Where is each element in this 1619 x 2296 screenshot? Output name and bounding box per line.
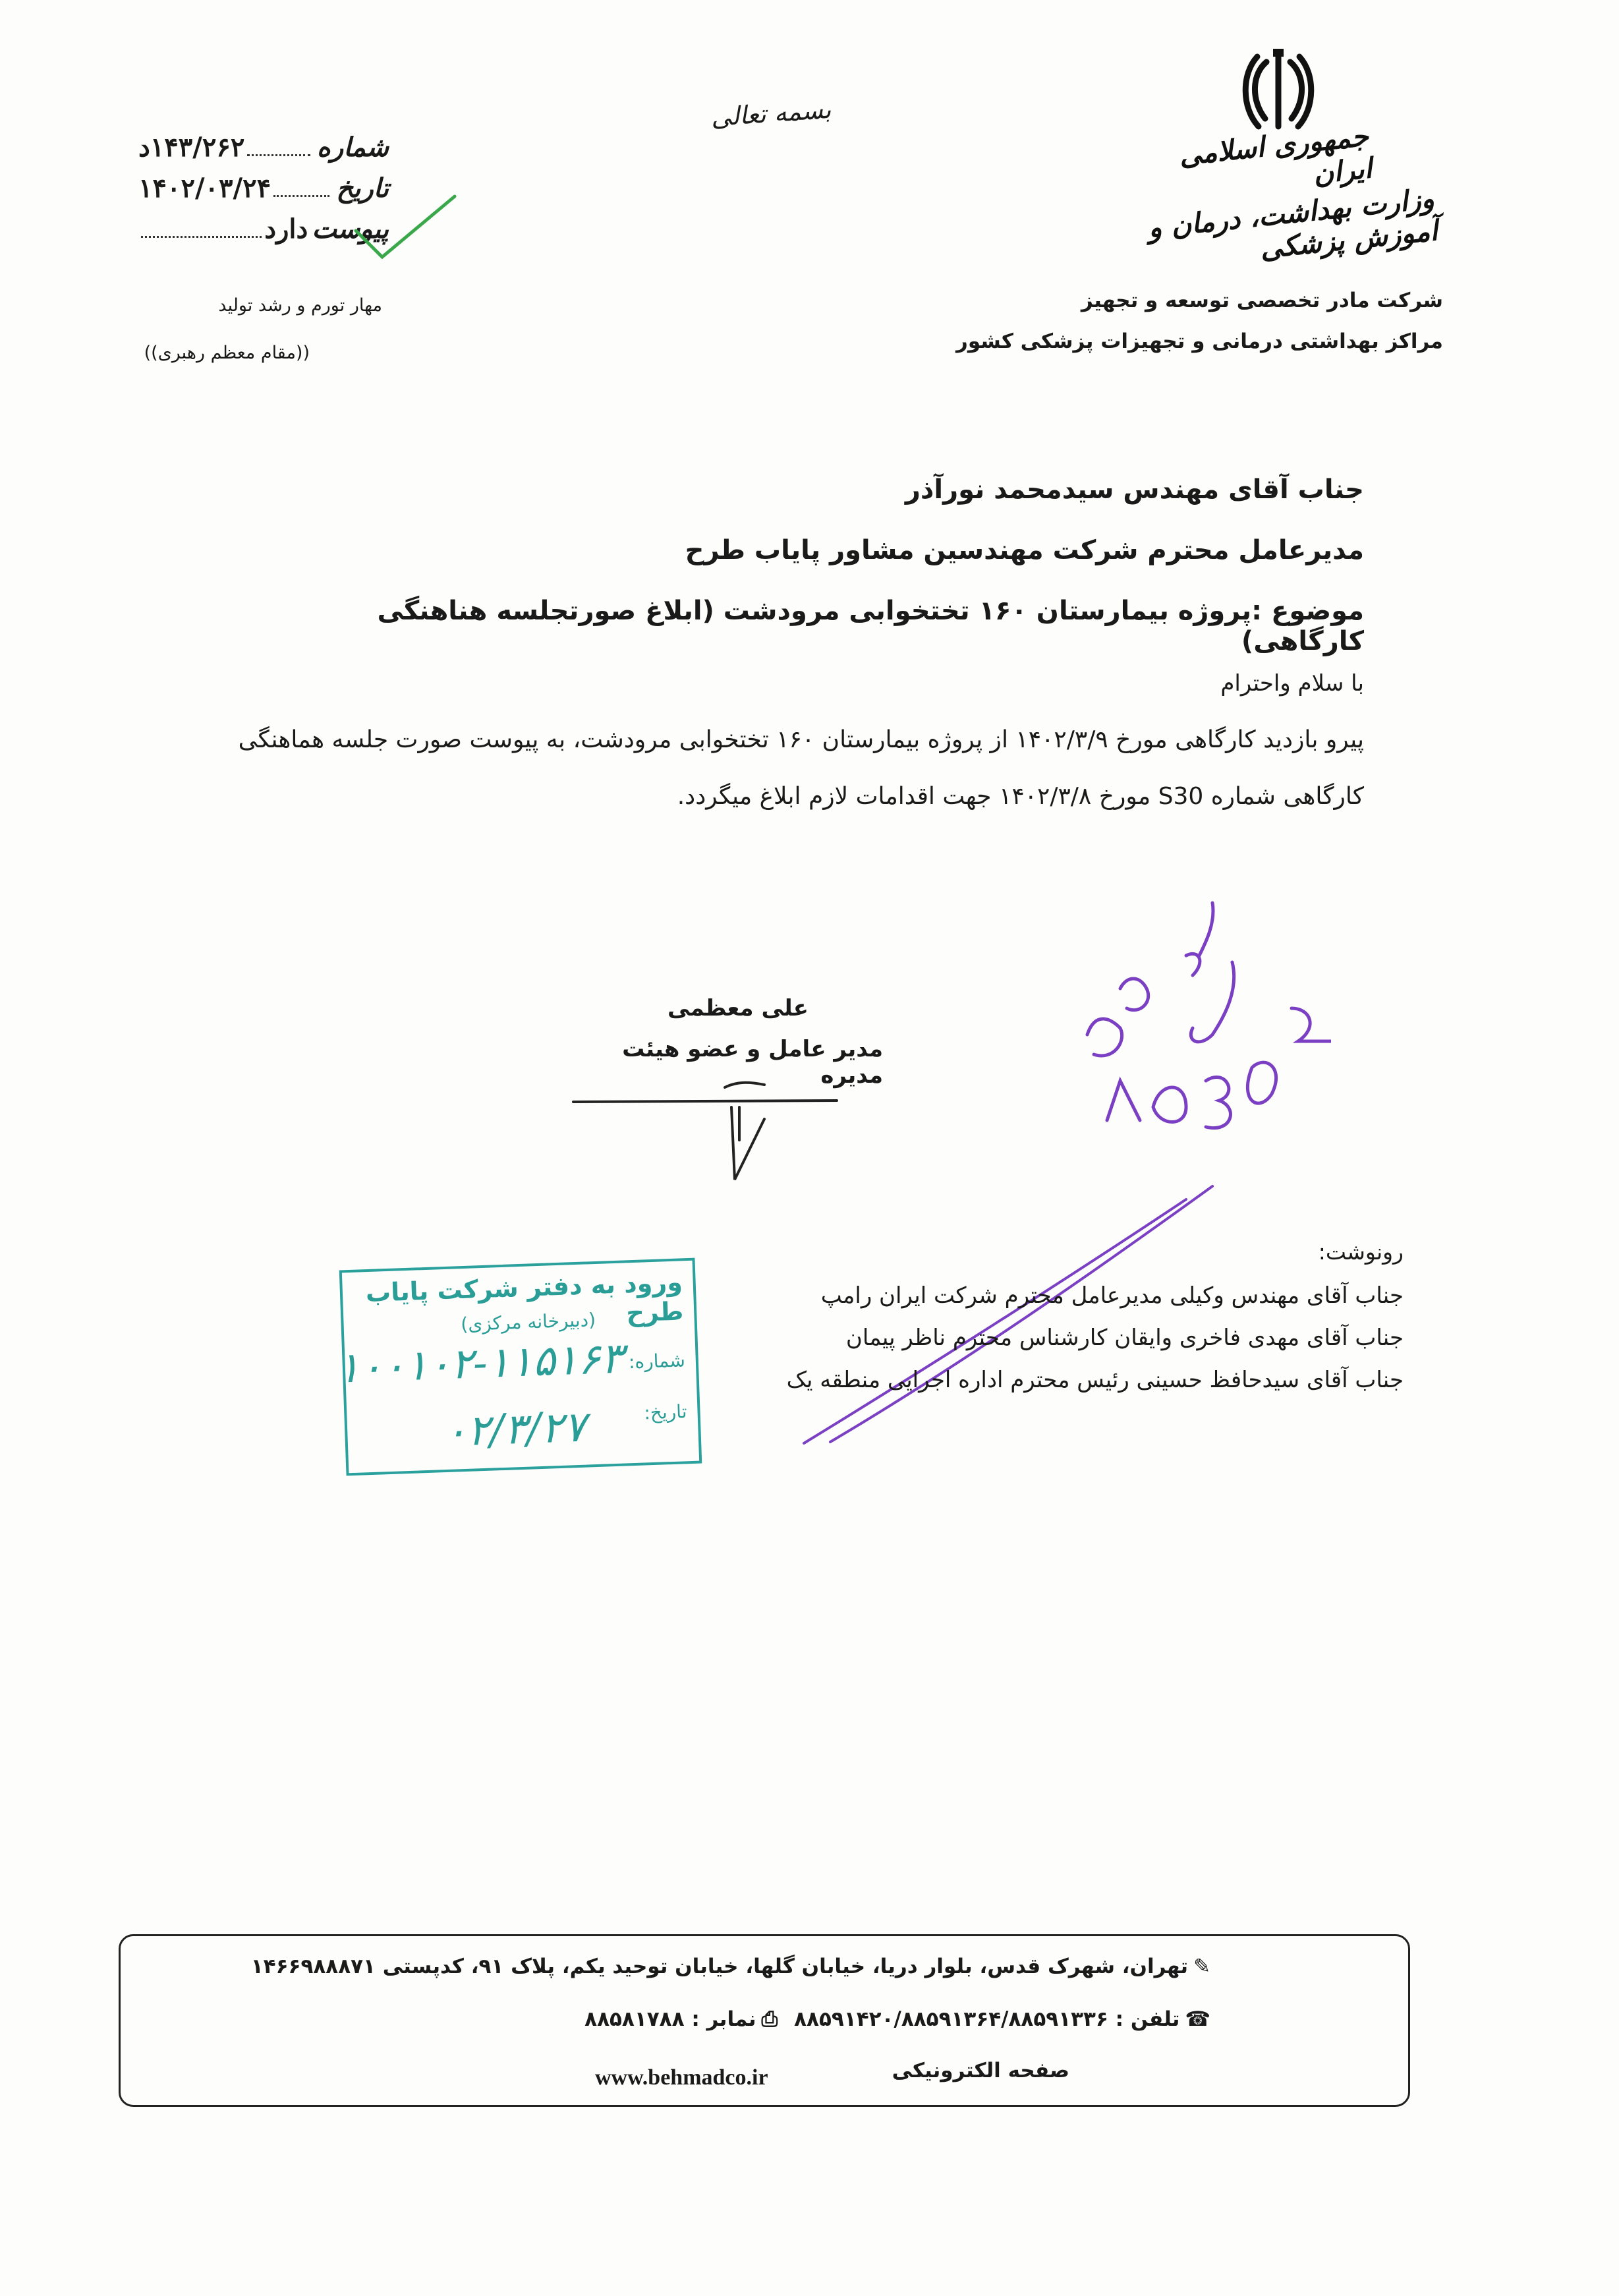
meta-number-row [138, 132, 389, 169]
stamp-date-label: تاریخ: [643, 1400, 688, 1424]
receipt-stamp [336, 1258, 702, 1476]
green-checkmark-icon [349, 191, 461, 264]
footer-address [156, 1955, 1210, 1978]
pen-icon: ✎ [1193, 1955, 1210, 1978]
cc-item: جناب آقای مهدی فاخری وایقان کارشناس محترم ناظر پیمان [845, 1325, 1404, 1351]
stamp-number-label: شماره: [628, 1349, 686, 1373]
greeting: با سلام واحترام [1220, 670, 1364, 697]
footer-phones [156, 2007, 1210, 2032]
ministry-name: وزارت بهداشت، درمان و آموزش پزشکی [1146, 182, 1439, 265]
footer-web-label: صفحه الکترونیکی [892, 2059, 1069, 2082]
motto-line-2: ((مقام معظم رهبری)) [144, 343, 310, 363]
cc-item: جناب آقای سیدحافظ حسینی رئیس محترم اداره اجرایی منطقه یک [786, 1367, 1404, 1393]
footer-fax-text: نمابر : ۸۸۵۸۱۷۸۸ [584, 2007, 756, 2031]
government-name: جمهوری اسلامی ایران [1178, 119, 1374, 190]
motto-line-1: مهار تورم و رشد تولید [218, 295, 382, 316]
body-line-2: کارگاهی شماره S30 مورخ ۱۴۰۲/۳/۸ جهت اقدامات لازم ابلاغ میگردد. [677, 783, 1364, 810]
footer-phones-text: تلفن : ۸۸۵۹۱۴۲۰/۸۸۵۹۱۳۶۴/۸۸۵۹۱۳۳۶ [794, 2007, 1180, 2031]
recipient-name: جناب آقای مهندس سیدمحمد نورآذر [905, 474, 1364, 505]
handwritten-signature [567, 1041, 843, 1193]
meta-dots [247, 134, 310, 156]
body-line-1: پیرو بازدید کارگاهی مورخ ۱۴۰۲/۳/۹ از پروژه بیمارستان ۱۶۰ تختخوابی مرودشت، به پیوست صورت جلسه هماهنگی [238, 726, 1364, 753]
stamp-subtitle: (دبیرخانه مرکزی) [460, 1308, 596, 1336]
stamp-number-value: ۱۰۰۱۰۲-۱۱۵۱۶۳ [336, 1334, 624, 1393]
meta-dots [141, 216, 262, 238]
iran-emblem-icon [1239, 47, 1318, 133]
organization-line-2: مراکز بهداشتی درمانی و تجهیزات پزشکی کشور [956, 330, 1443, 353]
meta-attachment-value: دارد [264, 214, 308, 244]
cc-title: رونوشت: [1318, 1239, 1404, 1265]
meta-attachment-label: پیوست [312, 214, 389, 244]
meta-dots [273, 175, 329, 197]
footer-website[interactable]: www.behmadco.ir [595, 2065, 768, 2090]
fax-icon: ⎙ [761, 2007, 778, 2031]
letter-subject: موضوع :پروژه بیمارستان ۱۶۰ تختخوابی مرودشت (ابلاغ صورتجلسه هناهنگی کارگاهی) [377, 596, 1364, 656]
meta-date-value: ۱۴۰۲/۰۳/۲۴ [138, 173, 271, 204]
stamp-date-value: ۰۲/۳/۲۷ [443, 1402, 587, 1457]
organization-line-1: شرکت مادر تخصصی توسعه و تجهیز [1081, 289, 1443, 312]
purple-strike-line [791, 1173, 1292, 1450]
stamp-title: ورود به دفتر شرکت پایاب طرح [365, 1267, 684, 1328]
footer-address-text: تهران، شهرک قدس، بلوار دریا، خیابان گلها، خیابان توحید یکم، پلاک ۹۱، کدپستی ۱۴۶۶۹۸۸۸۷۱ [250, 1955, 1189, 1978]
telephone-icon: ☎ [1185, 2007, 1210, 2031]
bismillah: بسمه تعالی [710, 94, 832, 132]
cc-item: جناب آقای مهندس وکیلی مدیرعامل محترم شرکت ایران رامپ [820, 1282, 1404, 1309]
meta-number-value: ۱۴۳/۲۶۲د [138, 132, 245, 163]
recipient-title: مدیرعامل محترم شرکت مهندسین مشاور پایاب طرح [685, 535, 1364, 565]
meta-date-label: تاریخ [336, 173, 389, 204]
meta-number-label: شماره [316, 132, 389, 163]
signatory-title: مدیر عامل و عضو هیئت مدیره [622, 1036, 883, 1089]
signatory-name: علی معظمی [667, 995, 809, 1021]
footer-contact-box [119, 1934, 1410, 2107]
